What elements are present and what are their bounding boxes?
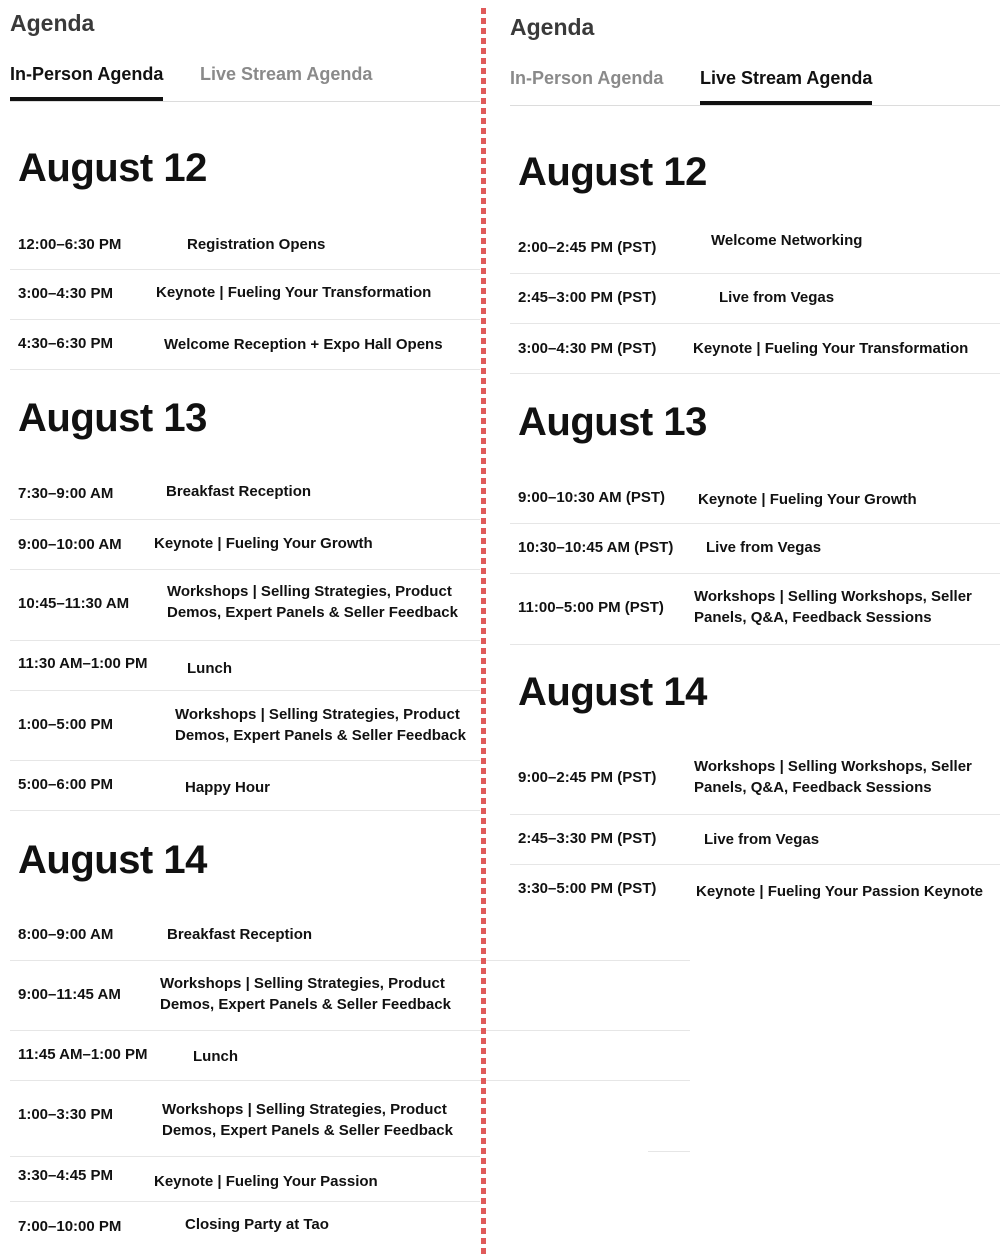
session-row	[510, 574, 1000, 645]
session-time: 10:45–11:30 AM	[18, 595, 130, 612]
row-separator	[480, 1080, 690, 1081]
session-row	[510, 274, 1000, 324]
session-time: 7:00–10:00 PM	[18, 1218, 122, 1235]
session-time: 5:00–6:00 PM	[18, 776, 114, 793]
session-row	[10, 961, 480, 1031]
session-row	[10, 910, 480, 961]
session-row	[10, 320, 480, 370]
session-title: Workshops | Selling Strategies, Product Demos, Expert Panels & Seller Feedback	[160, 975, 451, 1013]
session-title: Keynote | Fueling Your Transformation	[693, 340, 969, 357]
session-time: 4:30–6:30 PM	[18, 335, 114, 352]
session-row	[10, 761, 480, 811]
session-row	[10, 1202, 480, 1255]
session-row	[10, 520, 480, 570]
session-time: 11:30 AM–1:00 PM	[18, 655, 148, 672]
tab-live-stream-agenda[interactable]: Live Stream Agenda	[700, 68, 872, 99]
session-time: 2:45–3:30 PM (PST)	[518, 830, 657, 847]
day-heading: August 12	[518, 150, 707, 194]
tab-in-person-agenda[interactable]: In-Person Agenda	[10, 64, 163, 95]
session-row	[510, 222, 1000, 274]
session-row	[510, 815, 1000, 865]
session-title: Live from Vegas	[719, 289, 835, 306]
agenda-tabs	[510, 66, 1000, 106]
session-row	[10, 641, 480, 691]
session-time: 2:00–2:45 PM (PST)	[518, 239, 657, 256]
session-row	[10, 1157, 480, 1202]
session-row	[510, 865, 1000, 915]
session-time: 3:30–4:45 PM	[18, 1167, 114, 1184]
session-time: 11:45 AM–1:00 PM	[18, 1046, 148, 1063]
day-heading: August 12	[18, 146, 207, 190]
day-heading: August 14	[18, 838, 207, 882]
session-time: 7:30–9:00 AM	[18, 485, 114, 502]
session-title: Breakfast Reception	[167, 926, 313, 943]
session-title: Welcome Networking	[711, 232, 863, 249]
session-title: Registration Opens	[187, 236, 326, 253]
session-title: Keynote | Fueling Your Transformation	[156, 284, 432, 301]
session-title: Workshops | Selling Workshops, Seller Panels, Q&A, Feedback Sessions	[694, 588, 972, 626]
session-row	[510, 324, 1000, 374]
session-row	[510, 474, 1000, 524]
tab-live-stream-agenda[interactable]: Live Stream Agenda	[200, 64, 373, 84]
session-title: Breakfast Reception	[166, 483, 312, 500]
session-time: 11:00–5:00 PM (PST)	[518, 599, 664, 616]
tab-in-person-agenda[interactable]: In-Person Agenda	[510, 68, 664, 88]
session-title: Keynote | Fueling Your Passion Keynote	[696, 883, 984, 900]
session-time: 1:00–3:30 PM	[18, 1106, 114, 1123]
day-heading: August 14	[518, 670, 707, 714]
session-time: 9:00–10:00 AM	[18, 536, 122, 553]
session-row	[10, 220, 480, 270]
session-time: 8:00–9:00 AM	[18, 926, 114, 943]
session-row	[510, 524, 1000, 574]
session-title: Live from Vegas	[706, 539, 822, 556]
session-time: 2:45–3:00 PM (PST)	[518, 289, 657, 306]
row-separator	[480, 1030, 690, 1031]
session-title: Live from Vegas	[704, 831, 820, 848]
session-title: Happy Hour	[185, 779, 271, 796]
session-title: Workshops | Selling Strategies, Product Demos, Expert Panels & Seller Feedback	[175, 706, 466, 744]
session-title: Closing Party at Tao	[185, 1216, 329, 1233]
session-title: Workshops | Selling Workshops, Seller Panels, Q&A, Feedback Sessions	[694, 758, 972, 796]
session-time: 9:00–2:45 PM (PST)	[518, 769, 657, 786]
session-time: 12:00–6:30 PM	[18, 236, 122, 253]
session-title: Workshops | Selling Strategies, Product Demos, Expert Panels & Seller Feedback	[162, 1101, 453, 1139]
session-time: 3:00–4:30 PM (PST)	[518, 340, 657, 357]
session-title: Keynote | Fueling Your Growth	[154, 535, 373, 552]
agenda-tabs	[10, 62, 480, 102]
row-separator	[480, 960, 690, 961]
session-row	[10, 570, 480, 641]
session-row	[10, 1031, 480, 1081]
panel-divider	[481, 8, 486, 1255]
day-heading: August 13	[18, 396, 207, 440]
session-row	[10, 470, 480, 520]
session-row	[510, 744, 1000, 815]
session-title: Workshops | Selling Strategies, Product Demos, Expert Panels & Seller Feedback	[167, 583, 458, 621]
session-title: Keynote | Fueling Your Growth	[698, 491, 917, 508]
day-heading: August 13	[518, 400, 707, 444]
session-time: 3:30–5:00 PM (PST)	[518, 880, 657, 897]
session-title: Welcome Reception + Expo Hall Opens	[164, 336, 443, 353]
session-title: Lunch	[193, 1048, 238, 1065]
page-title: Agenda	[510, 14, 595, 40]
session-time: 3:00–4:30 PM	[18, 285, 114, 302]
page-title: Agenda	[10, 10, 95, 36]
session-title: Lunch	[187, 660, 232, 677]
row-separator	[648, 1151, 690, 1152]
session-row	[10, 1081, 480, 1157]
session-time: 9:00–11:45 AM	[18, 986, 121, 1003]
session-time: 9:00–10:30 AM (PST)	[518, 489, 665, 506]
session-title: Keynote | Fueling Your Passion	[154, 1173, 378, 1190]
session-time: 1:00–5:00 PM	[18, 716, 114, 733]
session-row	[10, 270, 480, 320]
session-time: 10:30–10:45 AM (PST)	[518, 539, 674, 556]
session-row	[10, 691, 480, 761]
